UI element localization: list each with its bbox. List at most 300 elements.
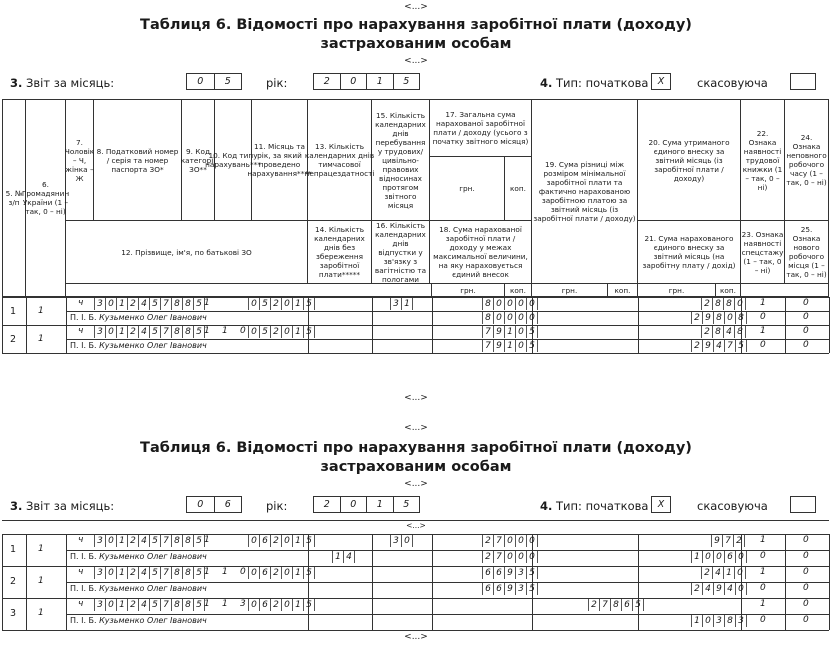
flag-24: 0 — [803, 298, 809, 308]
accrual-code: 1 — [222, 599, 228, 609]
withheld-contribution-digit: 2 — [701, 326, 713, 338]
withheld-contribution — [701, 326, 746, 338]
capped-salary-digit: 7 — [482, 340, 494, 352]
period-month-year-digit: 0 — [248, 298, 260, 310]
period-month-year-digit: 6 — [260, 599, 271, 611]
flag-23: 0 — [760, 340, 766, 350]
tax-number-digit: 5 — [150, 298, 161, 310]
days-employment — [390, 298, 413, 310]
total-salary-digit: 6 — [494, 567, 505, 579]
ellipsis-4: <...> — [404, 423, 428, 433]
name-value: Кузьменко Олег Іванович — [99, 584, 207, 593]
withheld-contribution-digit: 8 — [735, 326, 746, 338]
sex-value: ч — [78, 567, 84, 577]
col-6-header: 6. Громадянин України (1 – так, 0 – ні) — [26, 99, 66, 297]
period-month-year-digit: 5 — [260, 298, 271, 310]
flag-23: 0 — [760, 615, 766, 625]
withheld-contribution-digit: 2 — [701, 567, 713, 579]
withheld-contribution-digit: 2 — [701, 298, 713, 310]
capped-salary-digit: 0 — [505, 551, 516, 563]
tax-number-digit: 5 — [194, 567, 205, 579]
cell-border — [66, 297, 67, 325]
tax-number-digit: 8 — [183, 298, 194, 310]
cell-border — [26, 598, 27, 630]
period-month-year-digit: 0 — [282, 599, 293, 611]
capped-salary — [482, 312, 538, 324]
cell-border — [66, 566, 67, 598]
days-employment-digit: 3 — [390, 298, 402, 310]
tax-number-digit: 7 — [161, 567, 172, 579]
period-month-year-digit: 1 — [293, 535, 304, 547]
tax-number-digit: 0 — [106, 599, 117, 611]
total-salary-digit: 0 — [527, 298, 538, 310]
cell-border — [66, 598, 67, 630]
days-unpaid-digit: 4 — [344, 551, 355, 563]
accrued-contribution-digit: 4 — [714, 340, 725, 352]
accrued-contribution-digit: 1 — [691, 551, 703, 563]
accrual-extra: 3 — [240, 599, 246, 609]
type-initial-box-2[interactable]: X — [651, 496, 671, 513]
total-salary-digit: 0 — [505, 535, 516, 547]
col-10-header: 10. Код типу нарахувань*** — [215, 99, 252, 221]
month-field-2[interactable]: 0 6 — [186, 496, 242, 513]
accrued-contribution-digit: 0 — [725, 312, 736, 324]
tax-number-digit: 3 — [94, 298, 106, 310]
tax-number-digit: 8 — [172, 326, 183, 338]
total-salary — [482, 298, 538, 310]
type-initial-box-1[interactable]: X — [651, 73, 671, 90]
table-title-2: Таблиця 6. Відомості про нарахування заробітної плати (доходу) — [140, 440, 692, 456]
days-employment-digit: 1 — [402, 298, 413, 310]
type-cancel-box-1[interactable] — [790, 73, 816, 90]
capped-salary — [482, 340, 538, 352]
period-month-year-digit: 0 — [248, 535, 260, 547]
row-number: 1 — [10, 306, 17, 317]
total-salary — [482, 326, 538, 338]
type-label-2: 4. Тип: початкова — [540, 499, 649, 513]
total-salary-digit: 0 — [494, 298, 505, 310]
cell-border — [2, 598, 3, 630]
cell-border — [638, 566, 639, 598]
col-21-header: 21. Сума нарахованого єдиного внеску за звітний місяць (на заробітну плату / дохід) — [638, 221, 741, 284]
minimum-diff-digit: 2 — [588, 599, 600, 611]
cell-border — [432, 297, 433, 325]
accrued-contribution — [691, 312, 747, 324]
ellipsis-5: <...> — [404, 479, 428, 489]
cell-border — [66, 325, 67, 353]
col-16-header: 16. Кількість календарних днів відпустки у зв'язку з вагітністю та пологами — [372, 221, 430, 284]
period-month-year-digit: 0 — [282, 298, 293, 310]
name-prefix: П. І. Б. — [70, 341, 97, 350]
category-code: 1 — [204, 567, 210, 577]
period-month-year-digit: 2 — [271, 535, 282, 547]
withheld-contribution — [711, 535, 745, 547]
employee-name — [70, 584, 207, 593]
cell-border — [829, 566, 830, 598]
tax-number-digit: 3 — [94, 326, 106, 338]
period-month-year-digit: 1 — [293, 567, 304, 579]
tax-number — [94, 298, 205, 310]
flag-22: 1 — [760, 567, 766, 577]
tax-number-digit: 4 — [139, 326, 150, 338]
cell-border — [785, 297, 786, 325]
withheld-contribution-digit: 1 — [724, 567, 735, 579]
employee-name — [70, 341, 207, 350]
month-field-1[interactable]: 0 5 — [186, 73, 242, 90]
type-cancel-label-2: скасовуюча — [697, 499, 768, 513]
period-month-year-digit: 5 — [304, 599, 315, 611]
row-number: 2 — [10, 576, 17, 587]
name-value: Кузьменко Олег Іванович — [99, 313, 207, 322]
period-month-year — [248, 599, 315, 611]
row-number: 2 — [10, 334, 17, 345]
citizen-flag: 1 — [38, 334, 44, 344]
withheld-contribution — [701, 567, 746, 579]
col-7-header: 7. Чоловік – Ч, жінка – Ж — [66, 99, 94, 221]
period-month-year-digit: 2 — [271, 326, 282, 338]
tax-number-digit: 8 — [172, 298, 183, 310]
accrued-contribution-digit: 8 — [714, 312, 725, 324]
cell-border — [432, 325, 433, 353]
cell-border — [2, 534, 3, 566]
citizen-flag: 1 — [38, 306, 44, 316]
col-19-header: 19. Сума різниці між розміром мінімальної заробітної плати та фактично нарахованою заробітною платою за звітний місяць (із заробітної плати / доходу) — [532, 99, 638, 284]
flag-23: 0 — [760, 551, 766, 561]
col-24-header: 24. Ознака неповного робочого часу (1 – так, 0 – ні) — [785, 99, 829, 221]
cell-border — [372, 325, 373, 353]
cell-border — [432, 534, 433, 566]
tax-number-digit: 2 — [128, 599, 139, 611]
name-value: Кузьменко Олег Іванович — [99, 616, 207, 625]
total-salary-digit: 5 — [527, 567, 538, 579]
type-label-1: 4. Тип: початкова — [540, 76, 649, 90]
type-cancel-box-2[interactable] — [790, 496, 816, 513]
row-line — [2, 353, 829, 354]
withheld-contribution-digit: 2 — [734, 535, 745, 547]
total-salary-digit: 5 — [527, 326, 538, 338]
cell-border — [638, 297, 639, 325]
accrued-contribution — [691, 340, 747, 352]
accrued-contribution — [691, 583, 747, 595]
name-prefix: П. І. Б. — [70, 616, 97, 625]
tax-number — [94, 535, 205, 547]
col-9-header: 9. Код категорії ЗО** — [182, 99, 215, 221]
capped-salary-digit: 0 — [494, 312, 505, 324]
period-month-year — [248, 326, 315, 338]
tax-number-digit: 4 — [139, 567, 150, 579]
year-label-1: рік: — [266, 76, 288, 90]
total-salary-digit: 9 — [494, 326, 505, 338]
capped-salary-digit: 0 — [527, 312, 538, 324]
days-unpaid — [332, 551, 355, 563]
accrued-contribution-digit: 9 — [703, 312, 714, 324]
accrued-contribution-digit: 9 — [703, 340, 714, 352]
citizen-flag: 1 — [38, 608, 44, 618]
tax-number-digit: 5 — [194, 599, 205, 611]
cell-border — [26, 325, 27, 353]
flag-25: 0 — [803, 312, 809, 322]
accrued-contribution-digit: 4 — [703, 583, 714, 595]
withheld-contribution — [701, 298, 746, 310]
cell-border — [432, 598, 433, 630]
tax-number-digit: 2 — [128, 567, 139, 579]
col-17-header: 17. Загальна сума нарахованої заробітної плати / доходу (усього з початку звітного місяця) — [430, 99, 532, 157]
total-salary-digit: 7 — [494, 535, 505, 547]
cell-border — [66, 534, 67, 566]
total-salary-digit: 6 — [482, 567, 494, 579]
accrual-code: 1 — [222, 567, 228, 577]
withheld-contribution-digit: 4 — [724, 326, 735, 338]
table-subtitle-2: застрахованим особам — [320, 459, 512, 475]
report-month-label: 3. Звіт за місяць: — [10, 76, 115, 90]
col-22-header: 22. Ознака наявності трудової книжки (1 – так, 0 – ні) — [741, 99, 785, 221]
accrued-contribution-digit: 0 — [736, 583, 747, 595]
period-month-year-digit: 2 — [271, 298, 282, 310]
accrual-extra: 0 — [240, 326, 246, 336]
tax-number-digit: 5 — [150, 535, 161, 547]
minimum-diff-digit: 5 — [633, 599, 644, 611]
col-8-header: 8. Податковий номер / серія та номер паспорта ЗО* — [94, 99, 182, 221]
kop-label: коп. — [608, 284, 638, 297]
accrued-contribution-digit: 3 — [736, 615, 747, 627]
capped-salary-digit: 0 — [516, 340, 527, 352]
tax-number-digit: 5 — [150, 326, 161, 338]
tax-number-digit: 5 — [194, 535, 205, 547]
flag-25: 0 — [803, 583, 809, 593]
report-month-label-2: 3. Звіт за місяць: — [10, 499, 115, 513]
flag-24: 0 — [803, 599, 809, 609]
col-23-header: 23. Ознака наявності спецстажу (1 – так, 0 – ні) — [741, 221, 785, 284]
accrued-contribution-digit: 8 — [725, 615, 736, 627]
period-month-year-digit: 0 — [282, 535, 293, 547]
cell-border — [829, 598, 830, 630]
total-salary-digit: 9 — [505, 567, 516, 579]
accrual-code: 1 — [222, 326, 228, 336]
category-code: 1 — [204, 599, 210, 609]
col-20-header: 20. Сума утриманого єдиного внеску за звітний місяць (із заробітної плати / доходу) — [638, 99, 741, 221]
ellipsis-top: <...> — [404, 2, 428, 12]
ellipsis-6: <...> — [406, 521, 426, 530]
period-month-year-digit: 5 — [304, 535, 315, 547]
minimum-diff-digit: 7 — [600, 599, 611, 611]
period-month-year-digit: 0 — [248, 326, 260, 338]
tax-number-digit: 8 — [183, 535, 194, 547]
tax-number-digit: 3 — [94, 567, 106, 579]
col-17-kop: коп. — [505, 157, 532, 221]
flag-22: 1 — [760, 599, 766, 609]
flag-24: 0 — [803, 326, 809, 336]
days-employment-digit: 3 — [390, 535, 402, 547]
cell-border — [829, 534, 830, 566]
tax-number-digit: 8 — [172, 535, 183, 547]
sex-value: ч — [78, 298, 84, 308]
flag-23: 0 — [760, 583, 766, 593]
period-month-year-digit: 5 — [304, 567, 315, 579]
cell-border — [372, 566, 373, 598]
cell-border — [829, 297, 830, 325]
days-employment — [390, 535, 413, 547]
tax-number-digit: 8 — [183, 567, 194, 579]
accrued-contribution-digit: 1 — [691, 615, 703, 627]
col-14-header: 14. Кількість календарних днів без збереження заробітної плати***** — [308, 221, 372, 284]
capped-salary — [482, 551, 538, 563]
table-title-1: Таблиця 6. Відомості про нарахування заробітної плати (доходу) — [140, 17, 692, 33]
accrued-contribution-digit: 0 — [703, 615, 714, 627]
row-number: 1 — [10, 544, 17, 555]
cell-border — [2, 297, 3, 325]
accrued-contribution-digit: 2 — [691, 312, 703, 324]
category-code: 1 — [204, 298, 210, 308]
employee-name — [70, 616, 207, 625]
period-month-year-digit: 5 — [304, 326, 315, 338]
minimum-diff-digit: 6 — [622, 599, 633, 611]
period-month-year-digit: 5 — [304, 298, 315, 310]
withheld-contribution-digit: 8 — [724, 298, 735, 310]
tax-number — [94, 326, 205, 338]
accrued-contribution-digit: 9 — [714, 583, 725, 595]
tax-number-digit: 4 — [139, 535, 150, 547]
flag-25: 0 — [803, 615, 809, 625]
col-25-header: 25. Ознака нового робочого місця (1 – так, 0 – ні) — [785, 221, 829, 284]
category-code: 1 — [204, 535, 210, 545]
flag-24: 0 — [803, 567, 809, 577]
flag-22: 1 — [760, 326, 766, 336]
flag-25: 0 — [803, 340, 809, 350]
tax-number-digit: 8 — [183, 326, 194, 338]
period-month-year-digit: 0 — [282, 326, 293, 338]
name-value: Кузьменко Олег Іванович — [99, 552, 207, 561]
capped-salary-digit: 0 — [516, 551, 527, 563]
ellipsis-2: <...> — [404, 56, 428, 66]
withheld-contribution-digit: 0 — [735, 567, 746, 579]
period-month-year — [248, 298, 315, 310]
capped-salary-digit: 6 — [494, 583, 505, 595]
col-18-header: 18. Сума нарахованої заробітної плати / доходу у межах максимальної величини, на яку нараховується єдиний внесок — [430, 221, 532, 284]
capped-salary-digit: 7 — [494, 551, 505, 563]
accrued-contribution-digit: 0 — [736, 551, 747, 563]
accrued-contribution-digit: 2 — [691, 340, 703, 352]
cell-border — [26, 566, 27, 598]
sex-value: ч — [78, 535, 84, 545]
table-subtitle-1: застрахованим особам — [320, 36, 512, 52]
capped-salary-digit: 3 — [516, 583, 527, 595]
tax-number-digit: 0 — [106, 535, 117, 547]
days-unpaid-digit: 1 — [332, 551, 344, 563]
accrued-contribution-digit: 8 — [736, 312, 747, 324]
capped-salary — [482, 583, 538, 595]
total-salary-digit: 3 — [516, 567, 527, 579]
total-salary — [482, 567, 538, 579]
col-17-grn: грн. — [430, 157, 505, 221]
accrued-contribution-digit: 2 — [691, 583, 703, 595]
name-prefix: П. І. Б. — [70, 313, 97, 322]
year-field-2[interactable]: 2 0 1 5 — [313, 496, 420, 513]
capped-salary-digit: 1 — [505, 340, 516, 352]
cell-border — [372, 598, 373, 630]
year-field-1[interactable]: 2 0 1 5 — [313, 73, 420, 90]
minimum-diff-digit: 8 — [611, 599, 622, 611]
cell-border — [785, 325, 786, 353]
sex-value: ч — [78, 326, 84, 336]
tax-number-digit: 8 — [172, 599, 183, 611]
tax-number-digit: 2 — [128, 298, 139, 310]
cell-border — [638, 325, 639, 353]
cell-border — [432, 566, 433, 598]
period-month-year-digit: 2 — [271, 567, 282, 579]
withheld-contribution-digit: 0 — [735, 298, 746, 310]
tax-number-digit: 5 — [150, 567, 161, 579]
capped-salary-digit: 8 — [482, 312, 494, 324]
row-number: 3 — [10, 608, 17, 619]
accrued-contribution — [691, 551, 747, 563]
tax-number-digit: 2 — [128, 326, 139, 338]
kop-label: коп. — [716, 284, 741, 297]
spacer — [66, 284, 432, 297]
tax-number-digit: 5 — [194, 326, 205, 338]
accrual-extra: 0 — [240, 567, 246, 577]
tax-number-digit: 5 — [194, 298, 205, 310]
citizen-flag: 1 — [38, 576, 44, 586]
citizen-flag: 1 — [38, 544, 44, 554]
tax-number-digit: 1 — [117, 326, 128, 338]
tax-number-digit: 3 — [94, 599, 106, 611]
col-12-header: 12. Прізвище, ім'я, по батькові ЗО — [66, 221, 308, 284]
tax-number-digit: 7 — [161, 298, 172, 310]
cell-border — [2, 566, 3, 598]
days-employment-digit: 0 — [402, 535, 413, 547]
cell-border — [785, 598, 786, 630]
capped-salary-digit: 5 — [527, 340, 538, 352]
accrued-contribution-digit: 6 — [725, 551, 736, 563]
tax-number-digit: 7 — [161, 326, 172, 338]
period-month-year-digit: 2 — [271, 599, 282, 611]
col-11-header: 11. Місяць та рік, за який проведено нарахування**** — [252, 99, 308, 221]
row-line — [2, 630, 829, 631]
withheld-contribution-digit: 9 — [711, 535, 723, 547]
total-salary-digit: 7 — [482, 326, 494, 338]
cell-border — [26, 297, 27, 325]
period-month-year — [248, 535, 315, 547]
spacer — [741, 284, 829, 297]
total-salary-digit: 0 — [527, 535, 538, 547]
employee-name — [70, 313, 207, 322]
tax-number-digit: 8 — [183, 599, 194, 611]
period-month-year-digit: 0 — [282, 567, 293, 579]
tax-number-digit: 0 — [106, 567, 117, 579]
withheld-contribution-digit: 7 — [723, 535, 734, 547]
tax-number-digit: 4 — [139, 298, 150, 310]
tax-number-digit: 7 — [161, 599, 172, 611]
period-month-year-digit: 6 — [260, 567, 271, 579]
employee-name — [70, 552, 207, 561]
withheld-contribution-digit: 8 — [713, 298, 724, 310]
tax-number-digit: 7 — [161, 535, 172, 547]
period-month-year — [248, 567, 315, 579]
capped-salary-digit: 5 — [527, 583, 538, 595]
cell-border — [372, 534, 373, 566]
capped-salary-digit: 0 — [527, 551, 538, 563]
period-month-year-digit: 1 — [293, 599, 304, 611]
capped-salary-digit: 9 — [494, 340, 505, 352]
grn-label: грн. — [432, 284, 505, 297]
tax-number — [94, 567, 205, 579]
total-salary-digit: 1 — [505, 326, 516, 338]
capped-salary-digit: 2 — [482, 551, 494, 563]
tax-number-digit: 0 — [106, 298, 117, 310]
period-month-year-digit: 6 — [260, 535, 271, 547]
accrued-contribution-digit: 0 — [714, 551, 725, 563]
accrued-contribution-digit: 0 — [703, 551, 714, 563]
